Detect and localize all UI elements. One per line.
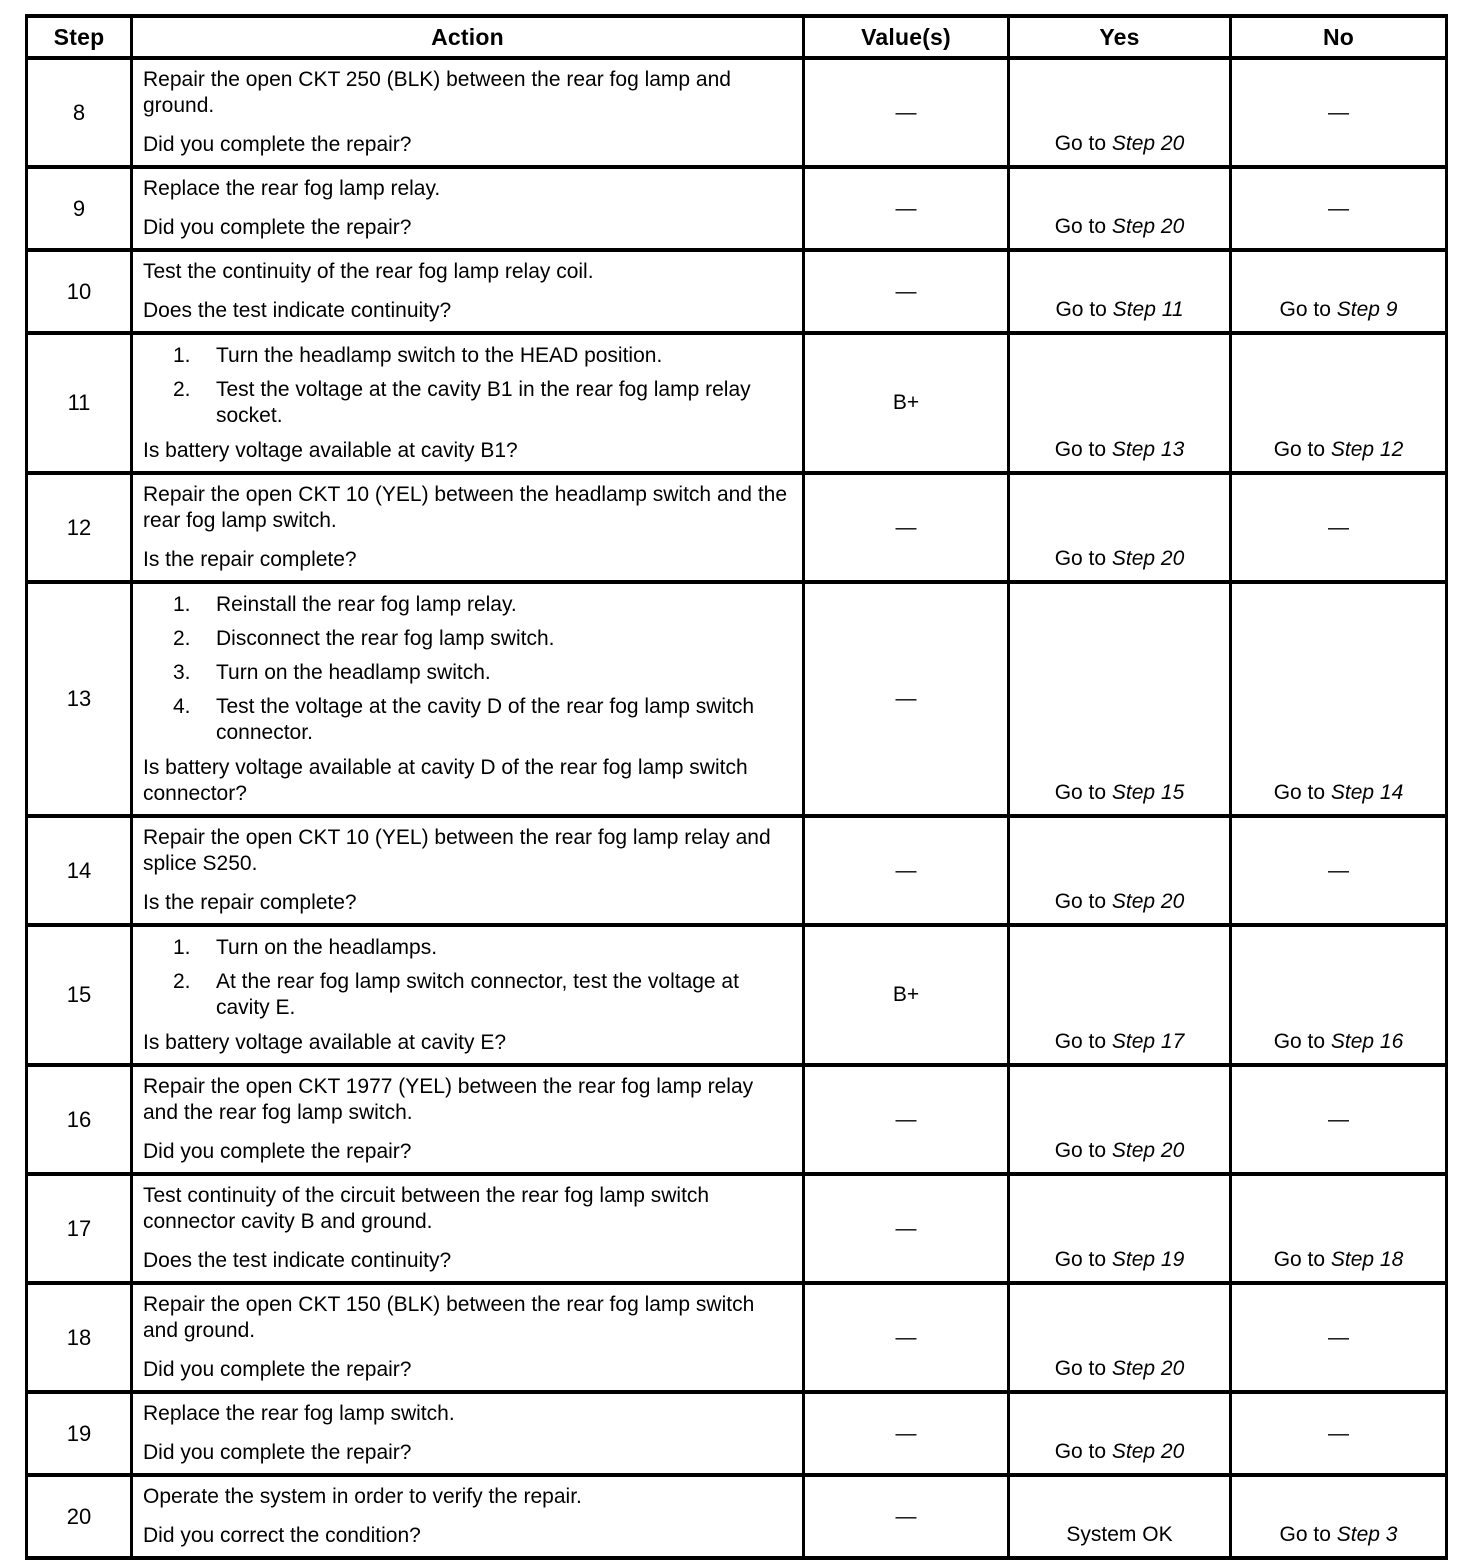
action-paragraph: Replace the rear fog lamp switch. [143, 1402, 455, 1425]
step-number: 20 [27, 1475, 132, 1558]
question-text: Did you complete the repair? [143, 1358, 412, 1381]
question-text: Did you complete the repair? [143, 1441, 412, 1464]
yes-cell: Go to Step 20 [1009, 473, 1231, 582]
list-item-text: At the rear fog lamp switch connector, test the voltage at cavity E. [216, 970, 739, 1019]
step-reference: Step 20 [1111, 547, 1185, 570]
action-wrap [143, 825, 792, 916]
yes-cell: Go to Step 20 [1009, 1392, 1231, 1475]
table-row [27, 1174, 1447, 1283]
step-number: 17 [27, 1174, 132, 1283]
step-reference: Step 20 [1111, 132, 1185, 155]
action-paragraph: Repair the open CKT 10 (YEL) between the rear fog lamp relay and splice S250. [143, 826, 771, 875]
yes-cell: Go to Step 20 [1009, 58, 1231, 167]
value-cell: — [804, 473, 1009, 582]
action-cell [132, 925, 804, 1065]
action-wrap [143, 1401, 792, 1466]
table-row [27, 1283, 1447, 1392]
action-text [143, 342, 792, 429]
no-cell: — [1231, 1065, 1447, 1174]
action-wrap [143, 591, 792, 807]
column-header-action: Action [132, 16, 804, 58]
no-cell: — [1231, 167, 1447, 250]
action-cell [132, 1283, 804, 1392]
action-text [143, 1183, 792, 1239]
step-reference: Step 19 [1111, 1248, 1185, 1271]
action-paragraph: Repair the open CKT 250 (BLK) between the rear fog lamp and ground. [143, 68, 731, 117]
action-paragraph: Repair the open CKT 1977 (YEL) between the rear fog lamp relay and the rear fog lamp switch. [143, 1075, 754, 1124]
action-text [143, 1401, 792, 1431]
yes-cell: Go to Step 13 [1009, 333, 1231, 473]
table-row [27, 1392, 1447, 1475]
no-cell: Go to Step 12 [1231, 333, 1447, 473]
question-text: Does the test indicate continuity? [143, 1249, 452, 1272]
action-text [143, 591, 792, 746]
step-number: 19 [27, 1392, 132, 1475]
list-item-text: Test the voltage at the cavity B1 in the rear fog lamp relay socket. [216, 378, 751, 427]
list-number: 4. [173, 695, 191, 718]
step-reference: Step 20 [1111, 1357, 1185, 1380]
action-wrap [143, 482, 792, 573]
question-text: Did you correct the condition? [143, 1524, 421, 1547]
action-wrap [143, 259, 792, 324]
diagnostic-table [25, 14, 1448, 1560]
action-paragraph: Operate the system in order to verify the repair. [143, 1485, 582, 1508]
step-reference: Step 18 [1330, 1248, 1404, 1271]
action-wrap [143, 934, 792, 1056]
action-cell [132, 1065, 804, 1174]
action-cell [132, 582, 804, 816]
no-cell: — [1231, 58, 1447, 167]
action-text [143, 1484, 792, 1514]
step-reference: Step 17 [1111, 1030, 1185, 1053]
action-paragraph: Repair the open CKT 150 (BLK) between the rear fog lamp switch and ground. [143, 1293, 755, 1342]
action-cell [132, 250, 804, 333]
action-cell [132, 1475, 804, 1558]
numbered-instruction [143, 377, 792, 429]
step-reference: Step 11 [1112, 298, 1184, 321]
action-paragraph: Replace the rear fog lamp relay. [143, 177, 441, 200]
step-reference: Step 14 [1330, 781, 1404, 804]
no-cell: Go to Step 16 [1231, 925, 1447, 1065]
table-body [27, 58, 1447, 1558]
step-reference: Step 12 [1330, 438, 1404, 461]
numbered-instruction [143, 626, 792, 652]
action-text [143, 825, 792, 881]
step-reference: Step 20 [1111, 890, 1185, 913]
no-cell: Go to Step 18 [1231, 1174, 1447, 1283]
yes-cell: Go to Step 20 [1009, 167, 1231, 250]
table-row [27, 582, 1447, 816]
question-text: Did you complete the repair? [143, 216, 412, 239]
action-wrap [143, 1292, 792, 1383]
step-reference: Step 20 [1111, 1440, 1185, 1463]
action-paragraph: Repair the open CKT 10 (YEL) between the headlamp switch and the rear fog lamp switch. [143, 483, 788, 532]
list-item-text: Turn on the headlamps. [216, 936, 438, 959]
value-cell: — [804, 1065, 1009, 1174]
column-header-values: Value(s) [804, 16, 1009, 58]
action-text [143, 67, 792, 123]
step-number: 14 [27, 816, 132, 925]
yes-cell: Go to Step 20 [1009, 1283, 1231, 1392]
column-header-yes: Yes [1009, 16, 1231, 58]
value-cell: — [804, 58, 1009, 167]
yes-cell: Go to Step 19 [1009, 1174, 1231, 1283]
question-text: Is battery voltage available at cavity B1? [143, 439, 518, 462]
list-number: 2. [173, 378, 191, 401]
no-cell: — [1231, 816, 1447, 925]
value-cell: — [804, 1283, 1009, 1392]
table-row [27, 250, 1447, 333]
yes-cell: Go to Step 15 [1009, 582, 1231, 816]
action-wrap [143, 1484, 792, 1549]
step-number: 12 [27, 473, 132, 582]
no-cell: — [1231, 1283, 1447, 1392]
step-reference: Step 16 [1330, 1030, 1404, 1053]
value-cell: — [804, 816, 1009, 925]
list-item-text: Reinstall the rear fog lamp relay. [216, 593, 517, 616]
action-text [143, 259, 792, 289]
action-cell [132, 58, 804, 167]
column-header-step: Step [27, 16, 132, 58]
action-wrap [143, 1183, 792, 1274]
yes-cell: System OK [1009, 1475, 1231, 1558]
value-cell: — [804, 582, 1009, 816]
table-row [27, 1065, 1447, 1174]
action-text [143, 1292, 792, 1348]
no-cell: Go to Step 14 [1231, 582, 1447, 816]
table-row [27, 473, 1447, 582]
list-number: 1. [173, 344, 191, 367]
yes-cell: Go to Step 11 [1009, 250, 1231, 333]
no-cell: — [1231, 473, 1447, 582]
step-reference: Step 20 [1111, 215, 1185, 238]
numbered-instruction [143, 694, 792, 746]
action-cell [132, 1392, 804, 1475]
table-row [27, 58, 1447, 167]
numbered-instruction [143, 343, 792, 369]
step-number: 18 [27, 1283, 132, 1392]
value-cell: — [804, 167, 1009, 250]
step-reference: Step 3 [1336, 1523, 1398, 1546]
list-item-text: Turn the headlamp switch to the HEAD position. [216, 344, 663, 367]
yes-cell: Go to Step 20 [1009, 1065, 1231, 1174]
list-number: 3. [173, 661, 191, 684]
action-paragraph: Test the continuity of the rear fog lamp relay coil. [143, 260, 594, 283]
no-cell: Go to Step 9 [1231, 250, 1447, 333]
step-number: 11 [27, 333, 132, 473]
value-cell: B+ [804, 333, 1009, 473]
table-row [27, 1475, 1447, 1558]
step-number: 16 [27, 1065, 132, 1174]
list-number: 2. [173, 627, 191, 650]
action-text [143, 176, 792, 206]
step-reference: Step 9 [1336, 298, 1398, 321]
action-cell [132, 1174, 804, 1283]
list-number: 1. [173, 936, 191, 959]
numbered-instruction [143, 969, 792, 1021]
no-cell: Go to Step 3 [1231, 1475, 1447, 1558]
step-number: 10 [27, 250, 132, 333]
step-reference: Step 13 [1111, 438, 1185, 461]
question-text: Did you complete the repair? [143, 133, 412, 156]
step-reference: Step 20 [1111, 1139, 1185, 1162]
numbered-instruction [143, 660, 792, 686]
yes-cell: Go to Step 17 [1009, 925, 1231, 1065]
numbered-instruction [143, 935, 792, 961]
table-row [27, 167, 1447, 250]
list-item-text: Disconnect the rear fog lamp switch. [216, 627, 555, 650]
step-number: 8 [27, 58, 132, 167]
value-cell: B+ [804, 925, 1009, 1065]
value-cell: — [804, 1392, 1009, 1475]
action-wrap [143, 176, 792, 241]
action-cell [132, 816, 804, 925]
yes-cell: Go to Step 20 [1009, 816, 1231, 925]
list-number: 2. [173, 970, 191, 993]
numbered-instruction [143, 592, 792, 618]
list-item-text: Test the voltage at the cavity D of the rear fog lamp switch connector. [216, 695, 755, 744]
value-cell: — [804, 1475, 1009, 1558]
step-number: 13 [27, 582, 132, 816]
question-text: Did you complete the repair? [143, 1140, 412, 1163]
step-number: 15 [27, 925, 132, 1065]
value-cell: — [804, 250, 1009, 333]
action-text [143, 1074, 792, 1130]
action-wrap [143, 67, 792, 158]
action-wrap [143, 342, 792, 464]
question-text: Is battery voltage available at cavity E? [143, 1031, 507, 1054]
action-paragraph: Test continuity of the circuit between the rear fog lamp switch connector cavity B and ground. [143, 1184, 710, 1233]
value-cell: — [804, 1174, 1009, 1283]
table-row [27, 333, 1447, 473]
no-cell: — [1231, 1392, 1447, 1475]
question-text: Is battery voltage available at cavity D of the rear fog lamp switch connector? [143, 756, 748, 805]
action-cell [132, 167, 804, 250]
table-row [27, 816, 1447, 925]
step-number: 9 [27, 167, 132, 250]
column-header-no: No [1231, 16, 1447, 58]
step-reference: Step 15 [1111, 781, 1185, 804]
list-number: 1. [173, 593, 191, 616]
action-wrap [143, 1074, 792, 1165]
action-text [143, 934, 792, 1021]
table-row [27, 925, 1447, 1065]
question-text: Does the test indicate continuity? [143, 299, 452, 322]
action-cell [132, 333, 804, 473]
list-item-text: Turn on the headlamp switch. [216, 661, 491, 684]
question-text: Is the repair complete? [143, 891, 357, 914]
action-text [143, 482, 792, 538]
question-text: Is the repair complete? [143, 548, 357, 571]
header-row [27, 16, 1447, 58]
action-cell [132, 473, 804, 582]
